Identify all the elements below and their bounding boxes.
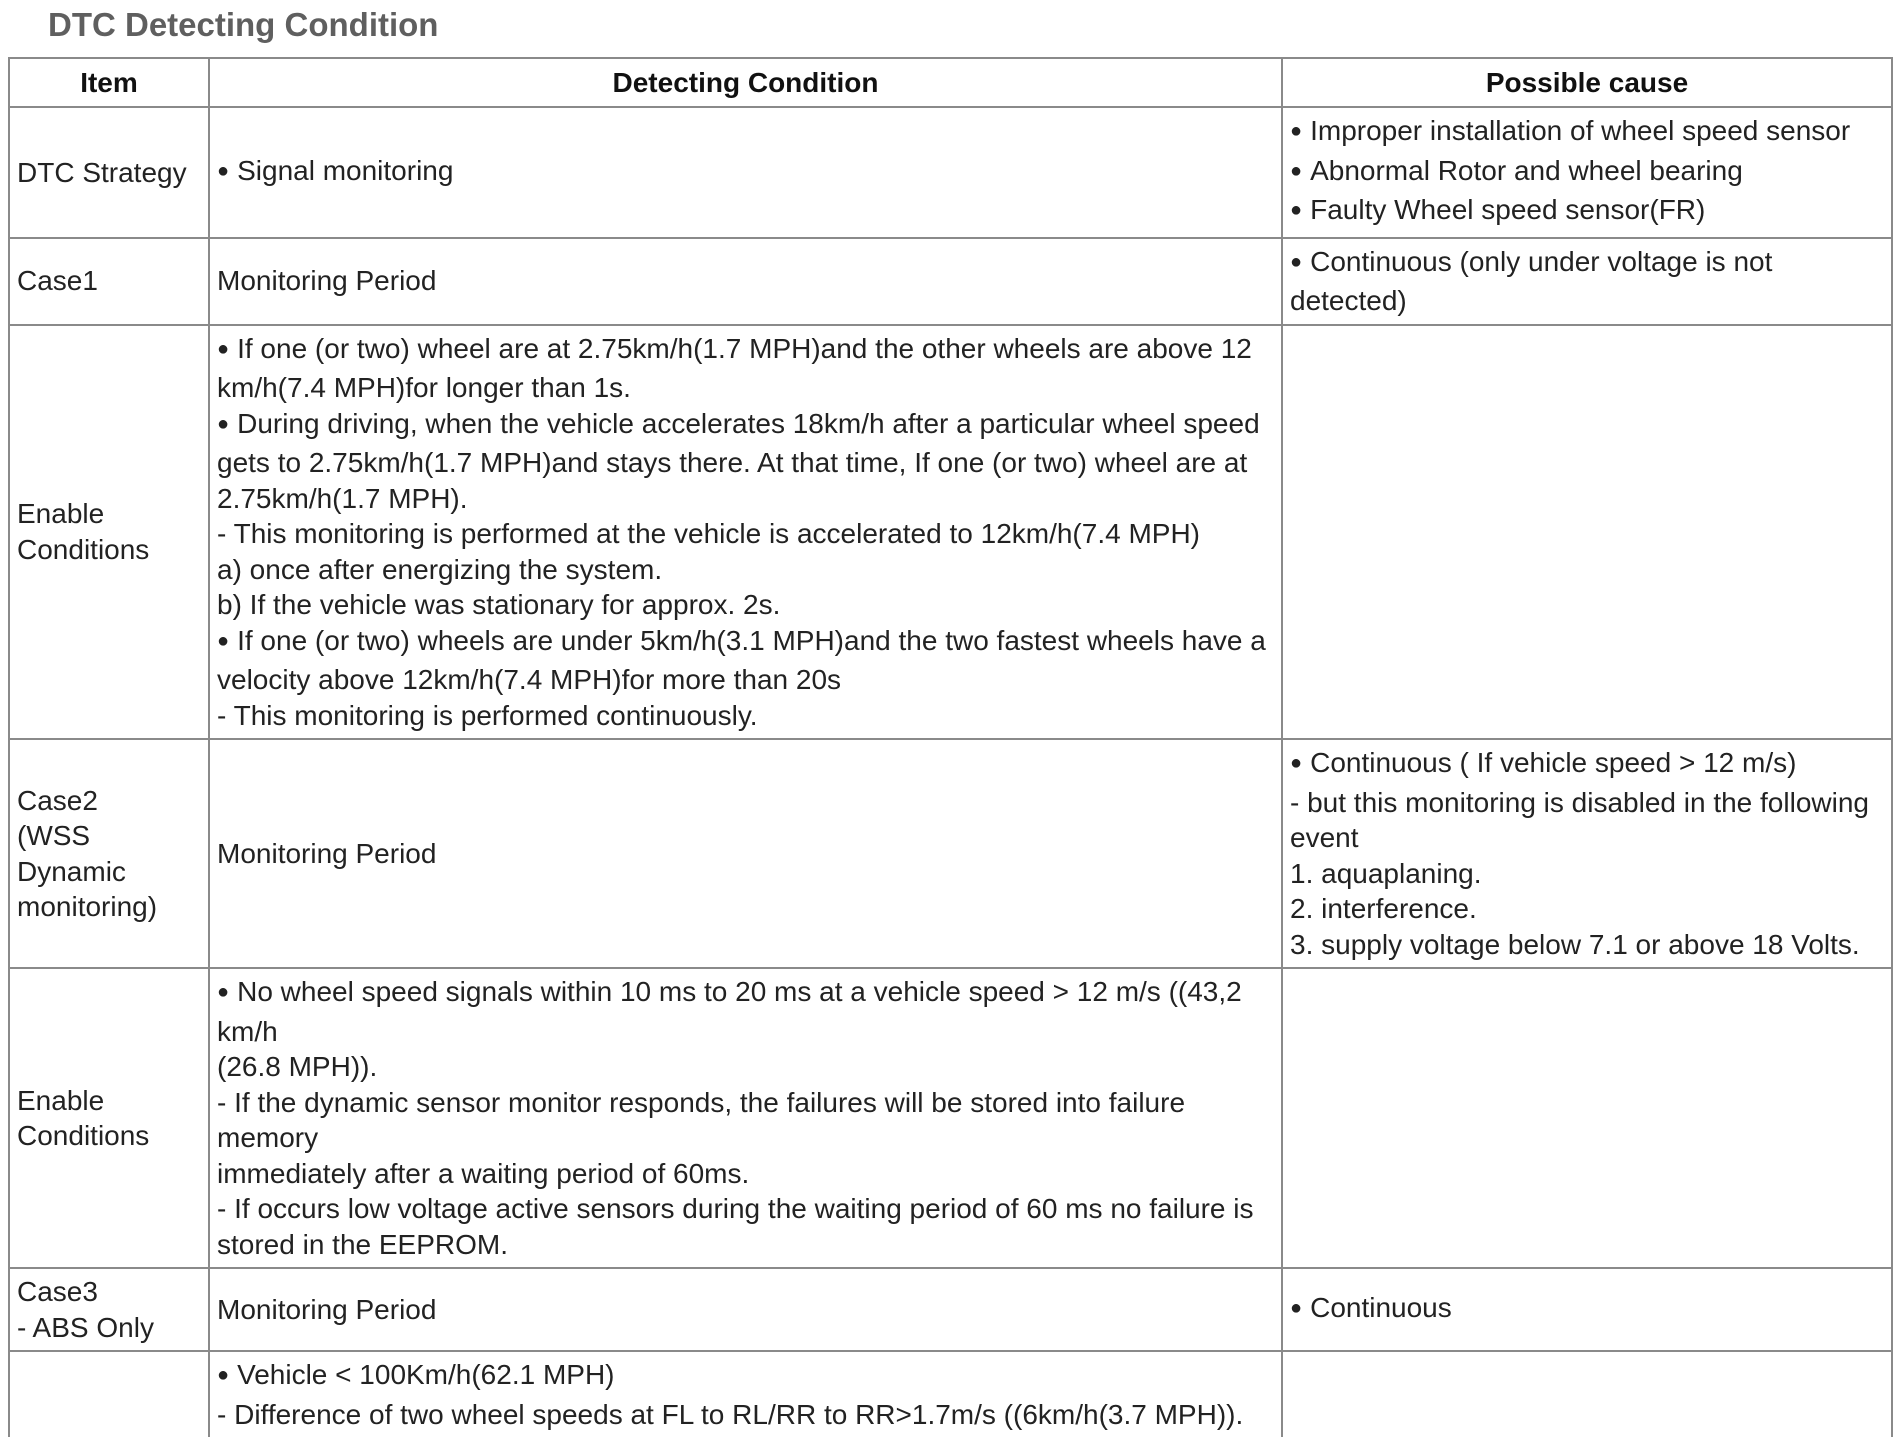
text-line: - Difference of two wheel speeds at FL to RL/RR to RR>1.7m/s ((6km/h(3.7 MPH)). (217, 1398, 1244, 1430)
header-item: Item (9, 58, 209, 107)
bullet-line: ● If one (or two) wheel are at 2.75km/h(1.7 MPH)and the other wheels are above 12 (217, 331, 1274, 371)
text-line: - This monitoring is performed at the vehicle is accelerated to 12km/h(7.4 MPH) (217, 518, 1201, 549)
header-detecting-condition: Detecting Condition (209, 58, 1282, 107)
item-text: Case1 (17, 265, 98, 297)
table-row (9, 238, 1892, 325)
bullet-line: ● Continuous (1290, 1290, 1884, 1330)
cause-cell (1282, 1351, 1892, 1437)
text-line: (26.8 MPH)). (217, 1051, 378, 1082)
text-line: km/h(7.4 MPH)for longer than 1s. (217, 372, 631, 403)
item-text: DTC Strategy (17, 156, 187, 188)
condition-cell (209, 1268, 1282, 1351)
item-cell (9, 1268, 209, 1351)
text-line: 2.75km/h(1.7 MPH). (217, 482, 468, 514)
bullet-line: ● No wheel speed signals within 10 ms to 20 ms at a vehicle speed > 12 m/s ((43,2 km/h (217, 974, 1274, 1049)
item-cell (9, 739, 209, 968)
text-line: 3. supply voltage below 7.1 or above 18 Volts. (1290, 928, 1860, 960)
text-line: - but this monitoring is disabled in the following (1290, 786, 1869, 818)
condition-cell (209, 107, 1282, 238)
bullet-line: ● Continuous (only under voltage is not detected) (1290, 244, 1884, 319)
text-line: 2. interference. (1290, 893, 1477, 924)
header-possible-cause: Possible cause (1282, 58, 1892, 107)
text-line: - This monitoring is performed continuously. (217, 699, 758, 731)
text-line: 1. aquaplaning. (1290, 857, 1482, 889)
condition-cell (209, 1351, 1282, 1437)
table-body (9, 107, 1892, 1437)
bullet-line: ● Vehicle < 100Km/h(62.1 MPH) (217, 1357, 1274, 1397)
item-text: Conditions (17, 533, 150, 565)
table-row (9, 1351, 1892, 1437)
text-line: Monitoring Period (217, 837, 437, 869)
text-line: - If the dynamic sensor monitor responds, the failures will be stored into failure memory (217, 1086, 1186, 1153)
page-title: DTC Detecting Condition (48, 6, 439, 43)
item-cell (9, 107, 209, 238)
table-header-row (9, 58, 1892, 107)
text-line: a) once after energizing the system. (217, 553, 663, 585)
cause-cell (1282, 107, 1892, 238)
condition-cell (209, 238, 1282, 325)
item-text: Case2 (17, 784, 98, 816)
condition-cell (209, 739, 1282, 968)
text-line: velocity above 12km/h(7.4 MPH)for more than 20s (217, 664, 842, 695)
text-line: Monitoring Period (217, 265, 437, 297)
text-line: gets to 2.75km/h(1.7 MPH)and stays there. At that time, If one (or two) wheel are at (217, 447, 1248, 478)
text-line: immediately after a waiting period of 60ms. (217, 1157, 750, 1189)
text-line: Monitoring Period (217, 1293, 437, 1325)
cause-cell (1282, 968, 1892, 1268)
item-text: Conditions (17, 1120, 150, 1151)
cause-cell (1282, 325, 1892, 740)
table-row (9, 968, 1892, 1268)
bullet-line: ● During driving, when the vehicle accelerates 18km/h after a particular wheel speed (217, 406, 1274, 446)
item-text: - ABS Only (17, 1311, 154, 1343)
item-cell (9, 325, 209, 740)
condition-cell (209, 968, 1282, 1268)
bullet-line: ● Signal monitoring (217, 153, 1274, 193)
bullet-line: ● Faulty Wheel speed sensor(FR) (1290, 192, 1884, 232)
item-cell (9, 968, 209, 1268)
table-row (9, 107, 1892, 238)
item-text: monitoring) (17, 891, 158, 922)
table-row (9, 739, 1892, 968)
dtc-condition-table (8, 57, 1893, 1437)
item-text: (WSS Dynamic (17, 820, 126, 887)
cause-cell (1282, 1268, 1892, 1351)
cause-cell (1282, 739, 1892, 968)
bullet-line: ● Continuous ( If vehicle speed > 12 m/s) (1290, 745, 1884, 785)
item-text: Case3 (17, 1276, 98, 1307)
bullet-line: ● Abnormal Rotor and wheel bearing (1290, 153, 1884, 193)
item-cell (9, 1351, 209, 1437)
item-cell (9, 238, 209, 325)
cause-cell (1282, 238, 1892, 325)
condition-cell (209, 325, 1282, 740)
text-line: stored in the EEPROM. (217, 1228, 509, 1260)
bullet-line: ● Improper installation of wheel speed sensor (1290, 113, 1884, 153)
text-line: - If occurs low voltage active sensors during the waiting period of 60 ms no failure is (217, 1193, 1254, 1224)
table-row (9, 1268, 1892, 1351)
item-text: Enable (17, 498, 105, 530)
bullet-line: ● If one (or two) wheels are under 5km/h(3.1 MPH)and the two fastest wheels have a (217, 623, 1274, 663)
table-row (9, 325, 1892, 740)
text-line: event (1290, 822, 1359, 853)
item-text: Enable (17, 1084, 105, 1116)
text-line: b) If the vehicle was stationary for approx. 2s. (217, 589, 781, 620)
